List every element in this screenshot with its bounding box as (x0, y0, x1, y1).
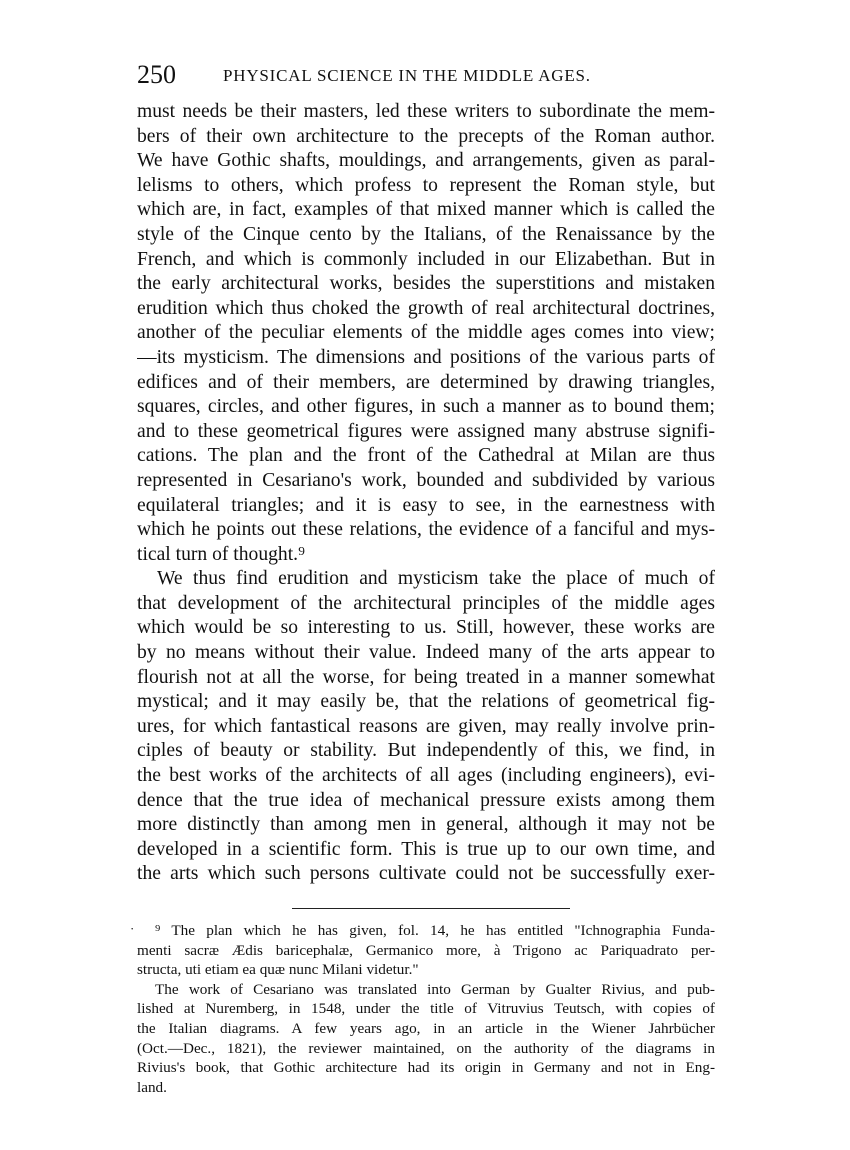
footnote-line: Rivius's book, that Gothic architecture had its origin in Germany and not in Eng- (137, 1059, 715, 1077)
footnote-line: The work of Cesariano was translated into German by Gualter Rivius, and pub- (155, 980, 715, 998)
text-line: —its mysticism. The dimensions and positions of the various parts of (137, 346, 715, 368)
running-title: PHYSICAL SCIENCE IN THE MIDDLE AGES. (223, 66, 591, 85)
text-line: edifices and of their members, are determined by drawing triangles, (137, 371, 715, 393)
text-line: erudition which thus choked the growth of real architectural doctrines, (137, 297, 715, 319)
page-header (137, 58, 715, 92)
text-line: ciples of beauty or stability. But independently of this, we find, in (137, 740, 715, 762)
text-line: by no means without their value. Indeed many of the arts appear to (137, 642, 715, 664)
text-line: cations. The plan and the front of the Cathedral at Milan are thus (137, 445, 715, 467)
footnote-line: (Oct.—Dec., 1821), the reviewer maintained, on the authority of the diagrams in (137, 1039, 715, 1057)
text-line: lelisms to others, which profess to represent the Roman style, but (137, 174, 715, 196)
footnote-line: lished at Nuremberg, in 1548, under the title of Vitruvius Teutsch, with copies of (137, 1000, 715, 1018)
text-line: squares, circles, and other figures, in such a manner as to bound them; (137, 396, 715, 418)
text-line: We have Gothic shafts, mouldings, and arrangements, given as paral- (137, 150, 715, 172)
footnote-line: the Italian diagrams. A few years ago, in an article in the Wiener Jahrbücher (137, 1019, 715, 1037)
text-line: flourish not at all the worse, for being treated in a manner somewhat (137, 666, 715, 688)
text-line: the best works of the architects of all ages (including engineers), evi- (137, 765, 715, 787)
footnotes (137, 921, 715, 1097)
footnote-margin-mark: · (130, 921, 135, 936)
text-line: mystical; and it may easily be, that the relations of geometrical fig- (137, 691, 715, 713)
text-line: that development of the architectural principles of the middle ages (137, 592, 715, 614)
text-line: more distinctly than among men in general, although it may not be (137, 814, 715, 836)
text-line: tical turn of thought.⁹ (137, 543, 305, 565)
text-line: bers of their own architecture to the precepts of the Roman author. (137, 125, 715, 147)
text-line: ures, for which fantastical reasons are given, may really involve prin- (137, 715, 715, 737)
text-line: which would be so interesting to us. Still, however, these works are (137, 617, 715, 639)
text-line: developed in a scientific form. This is true up to our own time, and (137, 838, 715, 860)
text-line: must needs be their masters, led these writers to subordinate the mem- (137, 101, 715, 122)
text-line: French, and which is commonly included in our Elizabethan. But in (137, 248, 715, 270)
text-line: equilateral triangles; and it is easy to see, in the earnestness with (137, 494, 715, 516)
text-line: which are, in fact, examples of that mixed manner which is called the (137, 199, 715, 221)
footnote-line: land. (137, 1078, 167, 1096)
text-line: the arts which such persons cultivate could not be successfully exer- (137, 863, 715, 885)
page-number: 250 (137, 60, 176, 89)
footnote-line: structa, uti etiam ea quæ nunc Milani videtur." (137, 961, 419, 979)
text-line: style of the Cinque cento by the Italians, of the Renaissance by the (137, 223, 715, 245)
text-line: which he points out these relations, the evidence of a fanciful and mys- (137, 519, 715, 541)
text-line: another of the peculiar elements of the middle ages comes into view; (137, 322, 715, 344)
text-line: the early architectural works, besides the superstitions and mistaken (137, 273, 715, 295)
text-line: and to these geometrical figures were assigned many abstruse signifi- (137, 420, 715, 442)
footnote-divider (292, 908, 570, 909)
footnote-line: menti sacræ Ædis baricephalæ, Germanico more, à Trigono ac Pariquadrato per- (137, 941, 715, 959)
text-line: We thus find erudition and mysticism take the place of much of (157, 568, 715, 590)
body-text (137, 100, 715, 887)
text-line: represented in Cesariano's work, bounded and subdivided by various (137, 469, 715, 491)
text-line: dence that the true idea of mechanical pressure exists among them (137, 789, 715, 811)
footnote-line: ⁹ The plan which he has given, fol. 14, he has entitled "Ichnographia Funda- (155, 922, 715, 939)
